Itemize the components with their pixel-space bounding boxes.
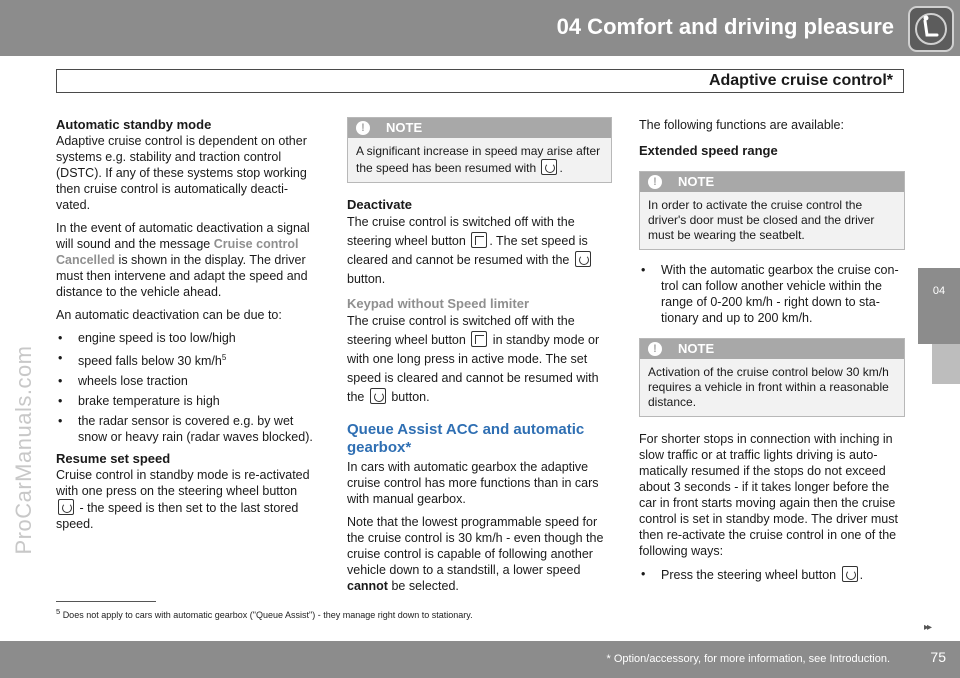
note-header bbox=[348, 118, 611, 138]
deactivate-text-a: The cruise control is switched off with the steering wheel button bbox=[347, 215, 575, 248]
note-box bbox=[639, 171, 905, 250]
info-icon: ! bbox=[356, 121, 370, 135]
note-header bbox=[640, 172, 904, 192]
cause-text: engine speed is too low/high bbox=[78, 331, 236, 345]
cancel-button-icon bbox=[471, 232, 487, 248]
list-item: • With the automatic gearbox the cruise con-trol can follow another vehicle within the range of 0-200 km/h - right down to sta-tionary and up to 200 km/h. bbox=[639, 262, 905, 326]
deactivate-paragraph bbox=[347, 213, 612, 289]
cause-text: the radar sensor is covered e.g. by wet snow or heavy rain (radar waves blocked). bbox=[78, 414, 313, 445]
standby-paragraph-2 bbox=[56, 220, 322, 300]
next-page-arrows: ▸▸ bbox=[923, 622, 930, 633]
info-icon: ! bbox=[648, 175, 662, 189]
note-body bbox=[348, 138, 611, 182]
press-text: Press the steering wheel button bbox=[661, 568, 837, 582]
footer-text: * Option/accessory, for more information, see Introduction. bbox=[606, 653, 890, 665]
functions-intro: The following functions are available: bbox=[639, 118, 844, 132]
chapter-side-tab-label: 04 bbox=[932, 285, 946, 297]
resume-button-icon bbox=[58, 499, 74, 515]
resume-text-a: Cruise control in standby mode is re-activated with one press on the steering wheel button bbox=[56, 468, 310, 499]
note-body: Activation of the cruise control below 30 km/h requires a vehicle in front within a reasonable distance. bbox=[648, 365, 889, 409]
note-text: A significant increase in speed may arise after the speed has been resumed with bbox=[356, 144, 601, 175]
column-3 bbox=[639, 117, 905, 589]
note-label: NOTE bbox=[678, 341, 715, 356]
deactivate-heading: Deactivate bbox=[347, 197, 413, 212]
deactivate-text-b: . The set speed is cleared and cannot be resumed with the bbox=[347, 234, 588, 267]
resume-button-icon bbox=[370, 388, 386, 404]
keypad-text-c: button. bbox=[387, 390, 430, 404]
note-header bbox=[640, 339, 904, 359]
column-1 bbox=[56, 117, 322, 539]
list-item bbox=[56, 413, 322, 445]
watermark bbox=[13, 230, 35, 670]
note-body: In order to activate the cruise control the driver's door must be closed and the driver must be wearing the seatbelt. bbox=[648, 198, 875, 242]
footnote bbox=[56, 607, 473, 620]
cruise-cancelled-message: Cruise control Cancelled bbox=[56, 237, 299, 267]
resume-paragraph bbox=[56, 467, 322, 532]
causes-intro: An automatic deactivation can be due to: bbox=[56, 308, 282, 322]
note-box bbox=[347, 117, 612, 183]
cause-text: wheels lose traction bbox=[78, 374, 188, 389]
footnote-ref: 5 bbox=[221, 353, 227, 362]
info-icon: ! bbox=[648, 342, 662, 356]
keypad-heading: Keypad without Speed limiter bbox=[347, 296, 530, 311]
keypad-text-a: The cruise control is switched off with the steering wheel button bbox=[347, 314, 575, 347]
standby-p2-text-b: is shown in the display. The driver must then intervene and adapt the speed and distance to the vehicle ahead. bbox=[56, 253, 308, 299]
list-item bbox=[56, 393, 322, 409]
resume-button-icon bbox=[575, 251, 591, 267]
list-item bbox=[56, 350, 322, 369]
footer-bar bbox=[0, 641, 960, 678]
keypad-text-b: in standby mode or with one long press in active mode. The set speed is cleared and cannot be resumed with the bbox=[347, 333, 600, 404]
cause-text: brake temperature is high bbox=[78, 394, 220, 409]
chapter-side-tab bbox=[918, 268, 960, 344]
footnote-rule bbox=[56, 601, 156, 602]
causes-list bbox=[56, 330, 322, 445]
standby-paragraph-1: Adaptive cruise control is dependent on other systems e.g. stability and traction control (DSTC). If any of these systems stop working then cruise control is automatically deacti-vated. bbox=[56, 134, 307, 212]
list-item bbox=[639, 566, 905, 583]
resume-button-icon bbox=[842, 566, 858, 582]
queue-text-bold: cannot bbox=[347, 579, 388, 593]
resume-button-icon bbox=[541, 159, 557, 175]
cancel-button-icon bbox=[471, 331, 487, 347]
column-2 bbox=[347, 117, 612, 601]
chapter-title: 04 Comfort and driving pleasure bbox=[556, 14, 894, 39]
seat-icon bbox=[908, 6, 954, 52]
footnote-text: Does not apply to cars with automatic gearbox ("Queue Assist") - they manage right down to stationary. bbox=[62, 610, 473, 620]
deactivate-text-c: button. bbox=[347, 272, 386, 286]
list-item bbox=[56, 330, 322, 346]
keypad-paragraph bbox=[347, 312, 612, 407]
press-text-end: . bbox=[859, 568, 864, 582]
queue-paragraph-1: In cars with automatic gearbox the adaptive cruise control has more functions than in cars with manual gearbox. bbox=[347, 460, 599, 506]
note-text-end: . bbox=[559, 161, 563, 175]
shorter-stops-paragraph: For shorter stops in connection with inching in slow traffic or at traffic lights driving is auto-matically resumed if the stops do not exceed about 3 seconds - if it takes longer before the car in front starts moving again then the cruise control is set in standby mode. The driver must then re-activate the cruise control in one of the following ways: bbox=[639, 432, 898, 558]
section-title-bar bbox=[56, 69, 904, 93]
standby-heading: Automatic standby mode bbox=[56, 117, 212, 132]
note-label: NOTE bbox=[386, 120, 423, 135]
watermark-text: ProCarManuals.com bbox=[11, 345, 36, 555]
queue-text-a: Note that the lowest programmable speed for the cruise control is 30 km/h - even though the cruise control is capable of following another vehicle down to a standstill, a lower speed bbox=[347, 515, 604, 577]
standby-p2-text-a: In the event of automatic deactivation a signal will sound and the message bbox=[56, 221, 310, 251]
extended-speed-heading: Extended speed range bbox=[639, 143, 778, 158]
queue-paragraph-2 bbox=[347, 514, 612, 594]
resume-text-b: - the speed is then set to the last stored speed. bbox=[56, 501, 299, 532]
footnote-number: 5 bbox=[56, 607, 61, 616]
side-tab-lower bbox=[932, 344, 960, 384]
reactivate-list bbox=[639, 566, 905, 583]
page-number: 75 bbox=[930, 649, 946, 665]
note-box bbox=[639, 338, 905, 417]
queue-assist-heading: Queue Assist ACC and automatic gearbox* bbox=[347, 421, 585, 456]
section-title: Adaptive cruise control* bbox=[708, 72, 893, 89]
list-item bbox=[56, 373, 322, 389]
resume-heading: Resume set speed bbox=[56, 451, 171, 467]
queue-text-b: be selected. bbox=[387, 579, 459, 593]
note-label: NOTE bbox=[678, 174, 715, 189]
extended-speed-list bbox=[639, 262, 905, 326]
header-bar bbox=[0, 0, 960, 56]
cause-text: speed falls below 30 km/h bbox=[78, 354, 222, 369]
